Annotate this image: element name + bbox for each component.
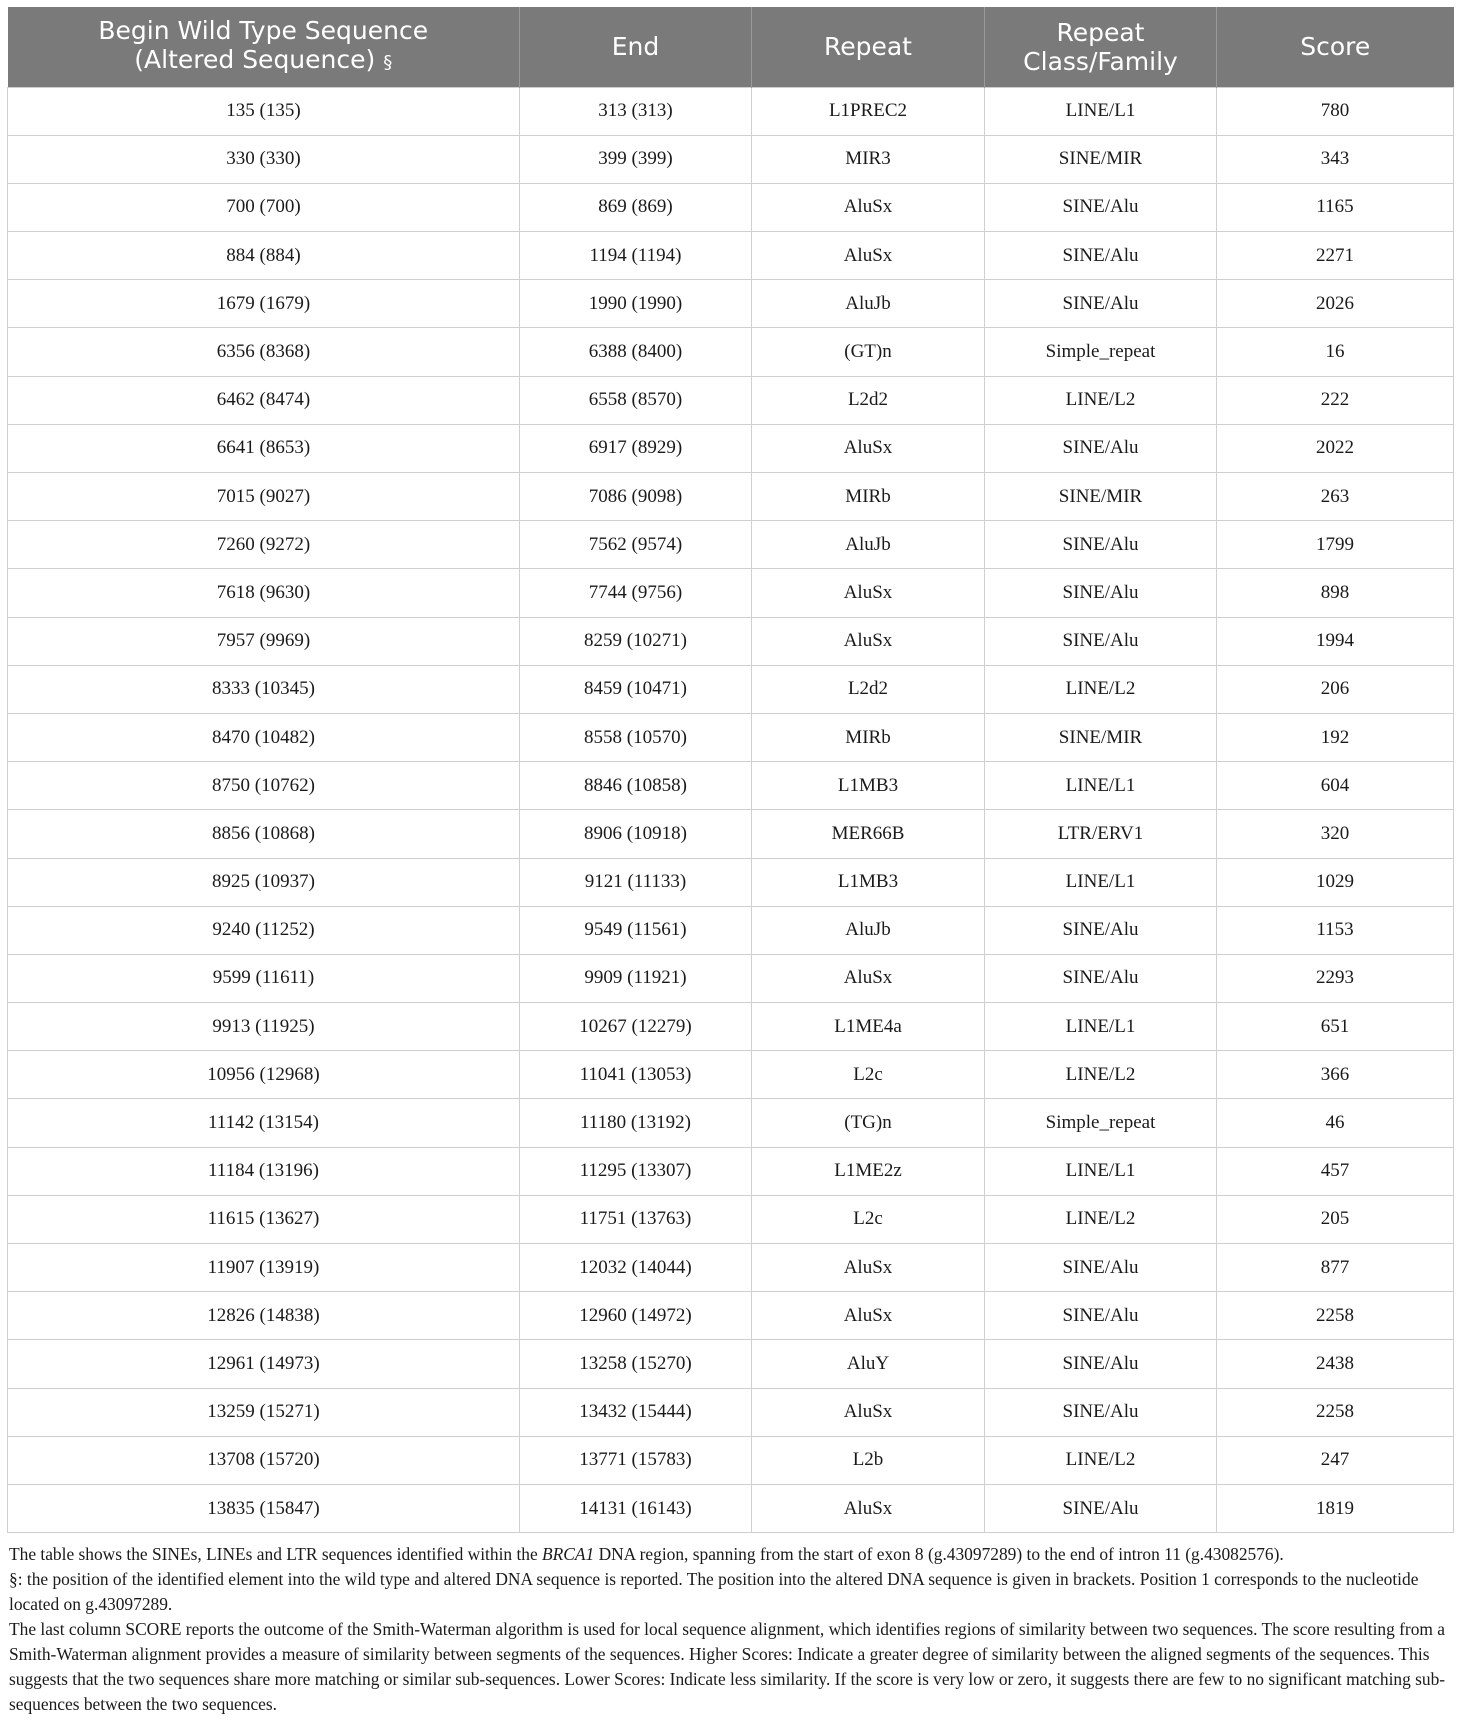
cell-class: LINE/L1	[985, 858, 1217, 906]
cell-repeat: (TG)n	[752, 1099, 985, 1147]
cell-end: 7562 (9574)	[520, 521, 752, 569]
cell-end: 9121 (11133)	[520, 858, 752, 906]
cell-end: 399 (399)	[520, 135, 752, 183]
cell-score: 877	[1217, 1244, 1454, 1292]
cell-end: 8259 (10271)	[520, 617, 752, 665]
cell-end: 313 (313)	[520, 87, 752, 135]
cell-repeat: L1MB3	[752, 858, 985, 906]
cell-end: 6917 (8929)	[520, 424, 752, 472]
cell-end: 6388 (8400)	[520, 328, 752, 376]
table-row	[8, 1195, 1454, 1243]
cell-class: SINE/Alu	[985, 569, 1217, 617]
cell-end: 14131 (16143)	[520, 1484, 752, 1532]
footnote-description-pre: The table shows the SINEs, LINEs and LTR sequences identified within the	[9, 1544, 543, 1565]
header-begin-section-mark: §	[383, 52, 393, 74]
cell-repeat: MER66B	[752, 810, 985, 858]
cell-end: 7086 (9098)	[520, 473, 752, 521]
cell-class: LINE/L2	[985, 1436, 1217, 1484]
header-row	[8, 7, 1454, 87]
cell-class: SINE/Alu	[985, 232, 1217, 280]
footnote-section-mark: §: the position of the identified element into the wild type and altered DNA sequence is reported. The position into the altered DNA sequence is given in brackets. Position 1 corresponds to the nucleotide located on g.43097289.	[9, 1569, 1419, 1615]
cell-score: 651	[1217, 1003, 1454, 1051]
cell-repeat: AluJb	[752, 906, 985, 954]
table-row	[8, 473, 1454, 521]
cell-repeat: MIR3	[752, 135, 985, 183]
cell-score: 604	[1217, 762, 1454, 810]
table-row	[8, 665, 1454, 713]
cell-begin: 11184 (13196)	[8, 1147, 520, 1195]
header-begin-line2: (Altered Sequence)	[134, 45, 376, 75]
cell-repeat: AluSx	[752, 1484, 985, 1532]
cell-class: SINE/Alu	[985, 906, 1217, 954]
cell-class: SINE/Alu	[985, 521, 1217, 569]
table-row	[8, 1244, 1454, 1292]
cell-score: 2022	[1217, 424, 1454, 472]
cell-begin: 8333 (10345)	[8, 665, 520, 713]
cell-end: 13432 (15444)	[520, 1388, 752, 1436]
cell-begin: 8470 (10482)	[8, 713, 520, 761]
table-row	[8, 1340, 1454, 1388]
table-row	[8, 906, 1454, 954]
cell-end: 7744 (9756)	[520, 569, 752, 617]
cell-repeat: MIRb	[752, 473, 985, 521]
cell-begin: 13259 (15271)	[8, 1388, 520, 1436]
cell-begin: 13708 (15720)	[8, 1436, 520, 1484]
cell-begin: 6641 (8653)	[8, 424, 520, 472]
cell-score: 263	[1217, 473, 1454, 521]
cell-end: 11041 (13053)	[520, 1051, 752, 1099]
cell-score: 1994	[1217, 617, 1454, 665]
cell-begin: 7618 (9630)	[8, 569, 520, 617]
cell-begin: 884 (884)	[8, 232, 520, 280]
cell-repeat: AluSx	[752, 183, 985, 231]
cell-class: LINE/L1	[985, 762, 1217, 810]
cell-repeat: AluSx	[752, 424, 985, 472]
table-row	[8, 1003, 1454, 1051]
cell-begin: 12826 (14838)	[8, 1292, 520, 1340]
cell-class: LTR/ERV1	[985, 810, 1217, 858]
cell-score: 898	[1217, 569, 1454, 617]
cell-begin: 6356 (8368)	[8, 328, 520, 376]
cell-score: 16	[1217, 328, 1454, 376]
cell-repeat: L2d2	[752, 665, 985, 713]
table-row	[8, 569, 1454, 617]
cell-end: 11180 (13192)	[520, 1099, 752, 1147]
cell-end: 12960 (14972)	[520, 1292, 752, 1340]
cell-begin: 9599 (11611)	[8, 954, 520, 1002]
cell-class: SINE/MIR	[985, 713, 1217, 761]
cell-score: 1819	[1217, 1484, 1454, 1532]
footnote-score: The last column SCORE reports the outcome of the Smith-Waterman algorithm is used for local sequence alignment, which identifies regions of similarity between two sequences. The score resulting from a Smith-Waterman alignment provides a measure of similarity between segments of the sequences. Higher Scores: Indicate a greater degree of similarity between the aligned segments of the sequences. This suggests that the two sequences share more matching or similar sub-sequences. Lower Scores: Indicate less similarity. If the score is very low or zero, it suggests there are few to no significant matching sub-sequences between the two sequences.	[9, 1619, 1446, 1715]
cell-repeat: AluSx	[752, 1292, 985, 1340]
cell-class: SINE/Alu	[985, 424, 1217, 472]
table-header	[8, 7, 1454, 87]
cell-repeat: (GT)n	[752, 328, 985, 376]
cell-repeat: L2c	[752, 1195, 985, 1243]
cell-class: SINE/MIR	[985, 473, 1217, 521]
cell-begin: 11142 (13154)	[8, 1099, 520, 1147]
cell-class: LINE/L1	[985, 1147, 1217, 1195]
cell-score: 46	[1217, 1099, 1454, 1147]
footnote-gene-name: BRCA1	[542, 1544, 595, 1565]
table-row	[8, 762, 1454, 810]
cell-begin: 1679 (1679)	[8, 280, 520, 328]
header-repeat: Repeat	[752, 7, 985, 87]
table-row	[8, 424, 1454, 472]
cell-begin: 11615 (13627)	[8, 1195, 520, 1243]
cell-score: 222	[1217, 376, 1454, 424]
cell-class: SINE/Alu	[985, 183, 1217, 231]
header-score: Score	[1217, 7, 1454, 87]
cell-begin: 7957 (9969)	[8, 617, 520, 665]
cell-score: 192	[1217, 713, 1454, 761]
cell-repeat: L2c	[752, 1051, 985, 1099]
cell-class: LINE/L1	[985, 1003, 1217, 1051]
cell-begin: 9913 (11925)	[8, 1003, 520, 1051]
cell-repeat: L1ME4a	[752, 1003, 985, 1051]
cell-class: SINE/Alu	[985, 1388, 1217, 1436]
table-row	[8, 87, 1454, 135]
cell-end: 869 (869)	[520, 183, 752, 231]
table-row	[8, 376, 1454, 424]
table-row	[8, 232, 1454, 280]
table-row	[8, 521, 1454, 569]
cell-begin: 7015 (9027)	[8, 473, 520, 521]
cell-score: 2258	[1217, 1388, 1454, 1436]
cell-score: 366	[1217, 1051, 1454, 1099]
cell-end: 11751 (13763)	[520, 1195, 752, 1243]
cell-begin: 10956 (12968)	[8, 1051, 520, 1099]
cell-begin: 7260 (9272)	[8, 521, 520, 569]
cell-begin: 12961 (14973)	[8, 1340, 520, 1388]
cell-class: SINE/MIR	[985, 135, 1217, 183]
cell-repeat: AluSx	[752, 232, 985, 280]
header-class-line1: Repeat	[1056, 17, 1145, 47]
cell-begin: 6462 (8474)	[8, 376, 520, 424]
cell-end: 9909 (11921)	[520, 954, 752, 1002]
cell-repeat: AluSx	[752, 1244, 985, 1292]
table-row	[8, 1388, 1454, 1436]
table-row	[8, 713, 1454, 761]
cell-end: 13771 (15783)	[520, 1436, 752, 1484]
cell-class: SINE/Alu	[985, 1340, 1217, 1388]
table-row	[8, 1292, 1454, 1340]
cell-end: 8846 (10858)	[520, 762, 752, 810]
table-row	[8, 328, 1454, 376]
cell-class: Simple_repeat	[985, 328, 1217, 376]
cell-end: 11295 (13307)	[520, 1147, 752, 1195]
header-class	[985, 7, 1217, 87]
cell-repeat: AluSx	[752, 617, 985, 665]
cell-score: 205	[1217, 1195, 1454, 1243]
cell-end: 8459 (10471)	[520, 665, 752, 713]
cell-class: LINE/L2	[985, 376, 1217, 424]
table-row	[8, 1099, 1454, 1147]
cell-begin: 8856 (10868)	[8, 810, 520, 858]
cell-begin: 8925 (10937)	[8, 858, 520, 906]
cell-begin: 135 (135)	[8, 87, 520, 135]
cell-class: LINE/L2	[985, 1051, 1217, 1099]
header-begin-line1: Begin Wild Type Sequence	[98, 16, 429, 46]
cell-repeat: AluSx	[752, 569, 985, 617]
cell-class: SINE/Alu	[985, 1244, 1217, 1292]
cell-score: 457	[1217, 1147, 1454, 1195]
table-row	[8, 617, 1454, 665]
cell-score: 780	[1217, 87, 1454, 135]
table-row	[8, 280, 1454, 328]
cell-score: 343	[1217, 135, 1454, 183]
cell-repeat: L1MB3	[752, 762, 985, 810]
cell-repeat: AluJb	[752, 280, 985, 328]
cell-score: 247	[1217, 1436, 1454, 1484]
repeat-elements-table	[7, 7, 1454, 1533]
cell-score: 2026	[1217, 280, 1454, 328]
header-class-line2: Class/Family	[1023, 46, 1178, 76]
cell-class: LINE/L2	[985, 665, 1217, 713]
header-begin	[8, 7, 520, 87]
table-row	[8, 135, 1454, 183]
cell-score: 2258	[1217, 1292, 1454, 1340]
table-row	[8, 810, 1454, 858]
cell-end: 9549 (11561)	[520, 906, 752, 954]
cell-class: SINE/Alu	[985, 617, 1217, 665]
table-container	[7, 7, 1453, 1717]
table-row	[8, 1436, 1454, 1484]
cell-begin: 9240 (11252)	[8, 906, 520, 954]
cell-repeat: L1ME2z	[752, 1147, 985, 1195]
cell-end: 1990 (1990)	[520, 280, 752, 328]
table-row	[8, 954, 1454, 1002]
cell-repeat: AluSx	[752, 1388, 985, 1436]
cell-end: 6558 (8570)	[520, 376, 752, 424]
cell-begin: 8750 (10762)	[8, 762, 520, 810]
cell-score: 1165	[1217, 183, 1454, 231]
cell-repeat: L2b	[752, 1436, 985, 1484]
cell-score: 2271	[1217, 232, 1454, 280]
cell-score: 1799	[1217, 521, 1454, 569]
cell-score: 1029	[1217, 858, 1454, 906]
cell-begin: 13835 (15847)	[8, 1484, 520, 1532]
cell-begin: 330 (330)	[8, 135, 520, 183]
cell-score: 1153	[1217, 906, 1454, 954]
cell-class: LINE/L2	[985, 1195, 1217, 1243]
cell-repeat: AluSx	[752, 954, 985, 1002]
cell-class: Simple_repeat	[985, 1099, 1217, 1147]
cell-end: 12032 (14044)	[520, 1244, 752, 1292]
cell-score: 2438	[1217, 1340, 1454, 1388]
table-row	[8, 1147, 1454, 1195]
cell-class: SINE/Alu	[985, 1292, 1217, 1340]
table-row	[8, 183, 1454, 231]
cell-class: SINE/Alu	[985, 954, 1217, 1002]
cell-score: 320	[1217, 810, 1454, 858]
footnote-description-post: DNA region, spanning from the start of exon 8 (g.43097289) to the end of intron 11 (g.43082576).	[594, 1544, 1284, 1565]
cell-score: 206	[1217, 665, 1454, 713]
cell-repeat: AluY	[752, 1340, 985, 1388]
cell-end: 13258 (15270)	[520, 1340, 752, 1388]
cell-end: 1194 (1194)	[520, 232, 752, 280]
cell-repeat: AluJb	[752, 521, 985, 569]
cell-end: 8906 (10918)	[520, 810, 752, 858]
table-row	[8, 858, 1454, 906]
cell-class: SINE/Alu	[985, 280, 1217, 328]
cell-class: SINE/Alu	[985, 1484, 1217, 1532]
cell-repeat: L1PREC2	[752, 87, 985, 135]
cell-begin: 700 (700)	[8, 183, 520, 231]
cell-score: 2293	[1217, 954, 1454, 1002]
cell-class: LINE/L1	[985, 87, 1217, 135]
table-row	[8, 1484, 1454, 1532]
cell-begin: 11907 (13919)	[8, 1244, 520, 1292]
table-body	[8, 87, 1454, 1533]
table-footnotes	[7, 1542, 1453, 1717]
cell-repeat: MIRb	[752, 713, 985, 761]
header-end: End	[520, 7, 752, 87]
footnote-description	[9, 1542, 1451, 1567]
cell-repeat: L2d2	[752, 376, 985, 424]
cell-end: 8558 (10570)	[520, 713, 752, 761]
table-row	[8, 1051, 1454, 1099]
cell-end: 10267 (12279)	[520, 1003, 752, 1051]
